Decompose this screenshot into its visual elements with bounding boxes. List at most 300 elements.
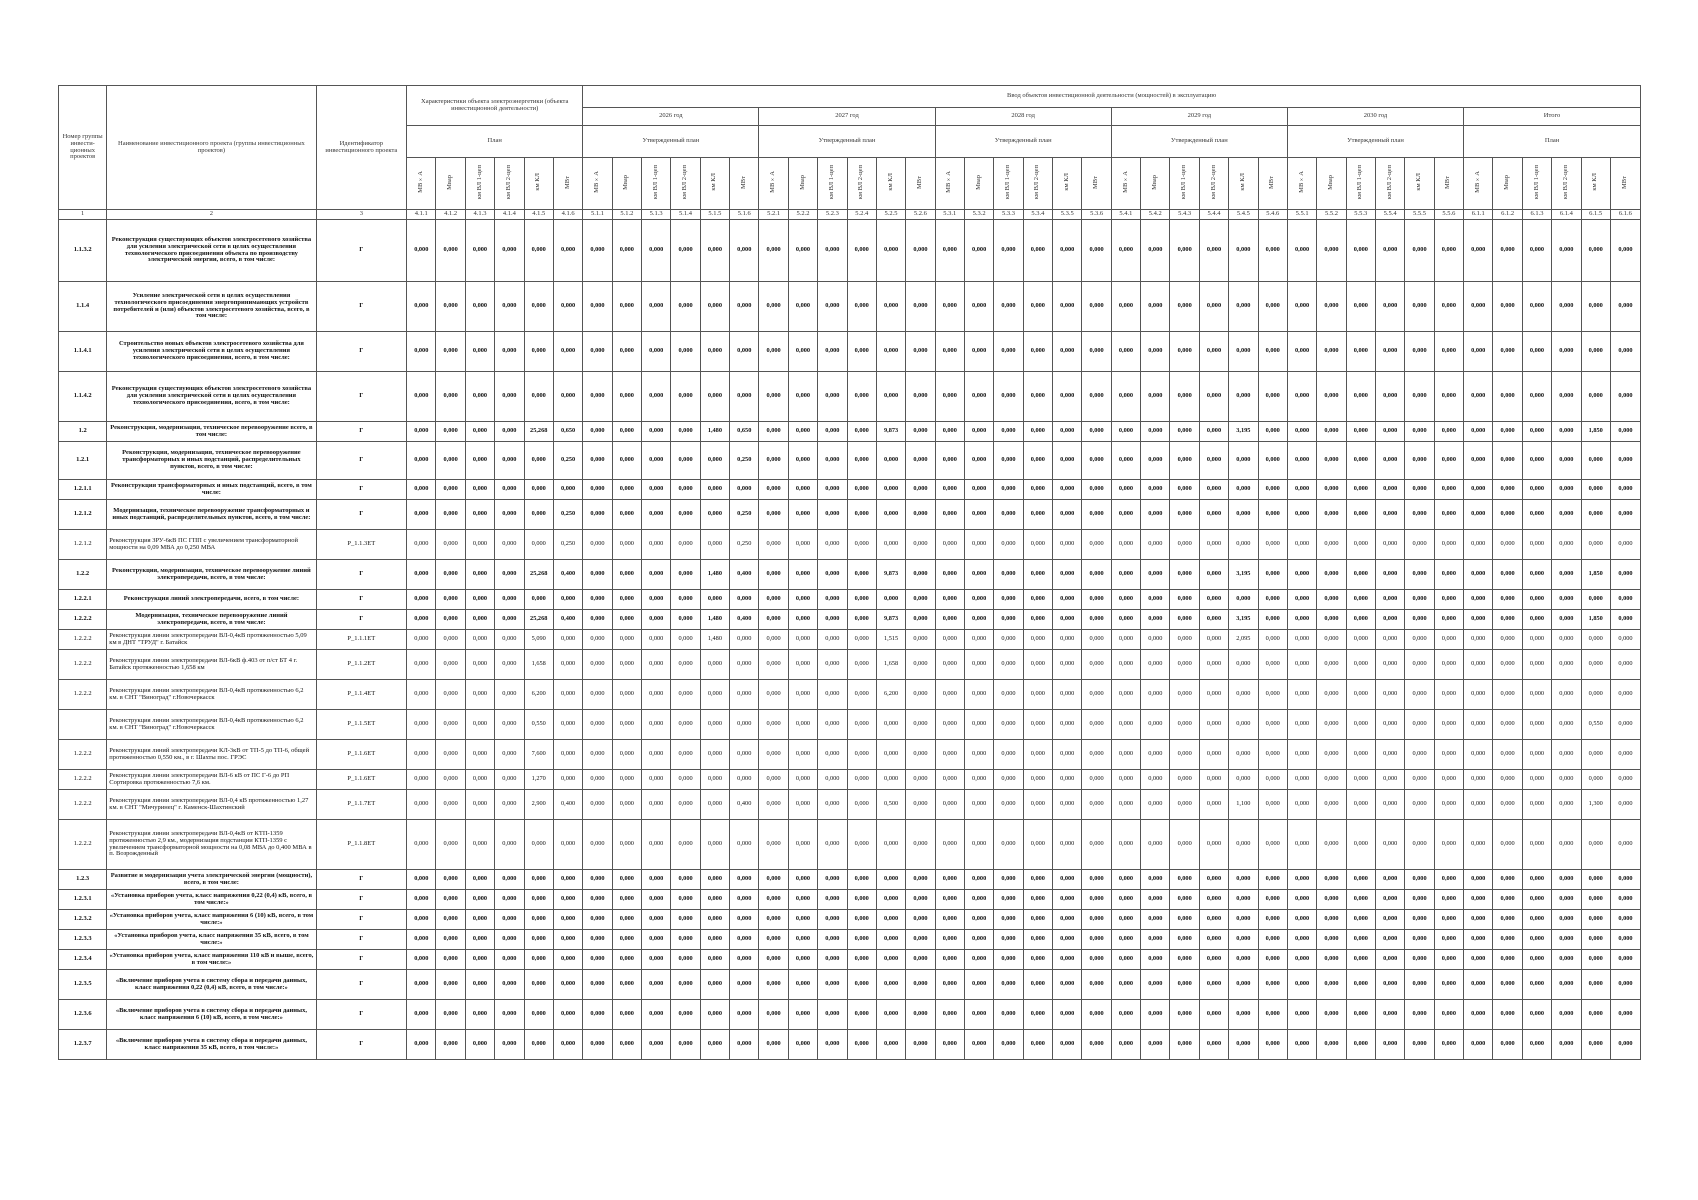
header-unit-label: Мвар xyxy=(1150,174,1158,190)
value-cell: 0,000 xyxy=(642,650,671,680)
row-number: 1.2.2 xyxy=(59,560,107,590)
value-cell: 0,000 xyxy=(1199,930,1228,950)
value-cell: 0,000 xyxy=(964,870,993,890)
header-unit-label: МВт xyxy=(739,175,747,189)
value-cell: 0,000 xyxy=(1552,590,1581,610)
header-unit-label: МВ×А xyxy=(769,171,777,193)
value-cell: 0,000 xyxy=(1082,910,1111,930)
value-cell: 0,000 xyxy=(964,500,993,530)
value-cell: 0,000 xyxy=(1199,220,1228,282)
value-cell: 0,000 xyxy=(612,790,641,820)
value-cell: 0,000 xyxy=(1346,1000,1375,1030)
value-cell: 0,000 xyxy=(1464,422,1493,442)
header-commissioning: Ввод объектов инвестиционной деятельности (мощностей) в эксплуатацию xyxy=(583,86,1641,108)
value-cell: 0,000 xyxy=(1375,1030,1404,1060)
header-approved-plan: Утвержденный план xyxy=(583,126,759,158)
value-cell: 0,000 xyxy=(1464,930,1493,950)
header-unit xyxy=(495,158,524,210)
value-cell: 0,000 xyxy=(759,372,788,422)
header-unit xyxy=(524,158,553,210)
value-cell: 0,000 xyxy=(730,650,759,680)
value-cell: 0,000 xyxy=(1405,1000,1434,1030)
value-cell: 0,000 xyxy=(1023,590,1052,610)
column-number: 5.2.5 xyxy=(876,210,905,220)
header-unit-label: км КЛ xyxy=(1062,173,1070,191)
value-cell: 0,000 xyxy=(788,790,817,820)
table-row xyxy=(59,650,1641,680)
value-cell: 0,000 xyxy=(1287,820,1316,870)
value-cell: 0,000 xyxy=(1610,610,1640,630)
value-cell: 25,268 xyxy=(524,560,553,590)
value-cell: 0,000 xyxy=(1170,1000,1199,1030)
value-cell: 0,000 xyxy=(612,480,641,500)
value-cell: 0,000 xyxy=(436,680,465,710)
value-cell: 0,000 xyxy=(1375,422,1404,442)
value-cell: 0,000 xyxy=(436,1000,465,1030)
value-cell: 0,000 xyxy=(1170,910,1199,930)
value-cell: 0,000 xyxy=(1141,530,1170,560)
value-cell: 0,000 xyxy=(612,442,641,480)
value-cell: 0,000 xyxy=(642,1030,671,1060)
value-cell: 0,000 xyxy=(759,870,788,890)
header-approved-plan: Утвержденный план xyxy=(1111,126,1287,158)
header-unit-label: МВ×А xyxy=(1473,171,1481,193)
value-cell: 0,000 xyxy=(788,590,817,610)
column-number: 5.5.4 xyxy=(1375,210,1404,220)
value-cell: 0,000 xyxy=(1464,870,1493,890)
value-cell: 0,000 xyxy=(407,282,436,332)
value-cell: 0,000 xyxy=(583,560,612,590)
value-cell: 0,000 xyxy=(1405,282,1434,332)
value-cell: 0,000 xyxy=(612,740,641,770)
value-cell: 0,000 xyxy=(935,610,964,630)
value-cell: 0,000 xyxy=(759,970,788,1000)
value-cell: 0,000 xyxy=(1317,930,1346,950)
value-cell: 25,268 xyxy=(524,610,553,630)
value-cell: 0,000 xyxy=(1522,890,1551,910)
value-cell: 0,000 xyxy=(436,590,465,610)
value-cell: 0,000 xyxy=(964,630,993,650)
value-cell: 0,000 xyxy=(1464,500,1493,530)
value-cell: 0,000 xyxy=(1170,820,1199,870)
header-unit-label: Мвар xyxy=(798,174,806,190)
value-cell: 0,000 xyxy=(935,770,964,790)
value-cell: 0,000 xyxy=(964,332,993,372)
value-cell: 0,000 xyxy=(847,1030,876,1060)
value-cell: 0,400 xyxy=(730,560,759,590)
value-cell: 0,000 xyxy=(671,372,700,422)
value-cell: 0,000 xyxy=(1023,970,1052,1000)
value-cell: 0,000 xyxy=(964,560,993,590)
value-cell: 0,000 xyxy=(436,930,465,950)
value-cell: 0,000 xyxy=(935,332,964,372)
value-cell: 0,000 xyxy=(935,740,964,770)
value-cell: 0,000 xyxy=(1610,630,1640,650)
value-cell: 0,000 xyxy=(730,740,759,770)
value-cell: 0,000 xyxy=(1199,590,1228,610)
value-cell: 0,000 xyxy=(671,650,700,680)
value-cell: 0,000 xyxy=(1082,332,1111,372)
value-cell: 0,000 xyxy=(1552,220,1581,282)
value-cell: 0,000 xyxy=(642,770,671,790)
value-cell: 0,000 xyxy=(994,740,1023,770)
header-unit xyxy=(1023,158,1052,210)
value-cell: 9,873 xyxy=(876,422,905,442)
value-cell: 0,000 xyxy=(1258,442,1287,480)
value-cell: 0,000 xyxy=(642,820,671,870)
value-cell: 0,000 xyxy=(1170,870,1199,890)
value-cell: 0,000 xyxy=(964,930,993,950)
value-cell: 0,000 xyxy=(1082,820,1111,870)
value-cell: 0,000 xyxy=(1170,530,1199,560)
value-cell: 0,000 xyxy=(906,480,935,500)
value-cell: 0,000 xyxy=(407,710,436,740)
value-cell: 0,000 xyxy=(1375,820,1404,870)
value-cell: 0,000 xyxy=(730,220,759,282)
value-cell: 0,000 xyxy=(1464,710,1493,740)
value-cell: 0,000 xyxy=(1610,372,1640,422)
value-cell: 0,000 xyxy=(436,282,465,332)
value-cell: 0,000 xyxy=(1552,820,1581,870)
project-name: Строительство новых объектов электросетевого хозяйства для усиления электрической сети в целях осуществления технологического присоединения, всего, в том числе: xyxy=(107,332,316,372)
value-cell: 0,000 xyxy=(553,950,582,970)
value-cell: 0,000 xyxy=(964,590,993,610)
value-cell: 0,000 xyxy=(1053,220,1082,282)
value-cell: 0,000 xyxy=(1610,422,1640,442)
value-cell: 0,000 xyxy=(1581,1030,1610,1060)
value-cell: 0,000 xyxy=(935,790,964,820)
header-unit-label: Мвар xyxy=(1327,174,1335,190)
value-cell: 0,000 xyxy=(1141,970,1170,1000)
table-row xyxy=(59,530,1641,560)
value-cell: 0,000 xyxy=(818,1030,847,1060)
value-cell: 0,000 xyxy=(1552,1030,1581,1060)
value-cell: 0,000 xyxy=(847,910,876,930)
value-cell: 0,000 xyxy=(1287,770,1316,790)
header-unit-label: МВт xyxy=(1268,175,1276,189)
value-cell: 0,000 xyxy=(1141,480,1170,500)
value-cell: 0,000 xyxy=(553,590,582,610)
value-cell: 0,000 xyxy=(671,710,700,740)
value-cell: 0,000 xyxy=(642,790,671,820)
value-cell: 0,000 xyxy=(1493,530,1522,560)
value-cell: 0,000 xyxy=(876,282,905,332)
value-cell: 0,000 xyxy=(818,372,847,422)
value-cell: 9,873 xyxy=(876,610,905,630)
value-cell: 0,000 xyxy=(1023,740,1052,770)
header-unit xyxy=(407,158,436,210)
value-cell: 0,000 xyxy=(700,1030,729,1060)
value-cell: 0,000 xyxy=(1493,630,1522,650)
value-cell: 0,250 xyxy=(553,500,582,530)
value-cell: 0,000 xyxy=(553,1030,582,1060)
value-cell: 0,000 xyxy=(876,1000,905,1030)
value-cell: 0,000 xyxy=(465,770,494,790)
value-cell: 0,000 xyxy=(759,790,788,820)
project-identifier: P_1.1.2ЕТ xyxy=(316,650,407,680)
value-cell: 0,000 xyxy=(1258,910,1287,930)
value-cell: 0,000 xyxy=(553,970,582,1000)
column-number: 5.1.5 xyxy=(700,210,729,220)
value-cell: 0,000 xyxy=(935,910,964,930)
value-cell: 0,000 xyxy=(1053,480,1082,500)
value-cell: 0,000 xyxy=(1610,770,1640,790)
value-cell: 0,000 xyxy=(1258,220,1287,282)
value-cell: 0,000 xyxy=(436,790,465,820)
value-cell: 0,000 xyxy=(1375,770,1404,790)
value-cell: 0,000 xyxy=(436,910,465,930)
value-cell: 0,000 xyxy=(583,1030,612,1060)
value-cell: 0,000 xyxy=(1375,282,1404,332)
value-cell: 0,000 xyxy=(583,530,612,560)
value-cell: 0,000 xyxy=(1317,590,1346,610)
value-cell: 0,000 xyxy=(1464,740,1493,770)
value-cell: 0,000 xyxy=(730,332,759,372)
value-cell: 0,000 xyxy=(1552,890,1581,910)
value-cell: 0,000 xyxy=(583,680,612,710)
value-cell: 0,000 xyxy=(1141,630,1170,650)
value-cell: 0,000 xyxy=(1111,500,1140,530)
column-number: 4.1.2 xyxy=(436,210,465,220)
value-cell: 0,000 xyxy=(700,970,729,1000)
header-unit-label: км ВЛ 1-цеп xyxy=(1180,164,1188,200)
value-cell: 0,000 xyxy=(1082,500,1111,530)
value-cell: 0,000 xyxy=(1287,590,1316,610)
value-cell: 0,000 xyxy=(1405,740,1434,770)
header-unit xyxy=(1375,158,1404,210)
value-cell: 0,000 xyxy=(1464,950,1493,970)
value-cell: 0,000 xyxy=(847,820,876,870)
value-cell: 0,000 xyxy=(906,970,935,1000)
value-cell: 0,000 xyxy=(1170,422,1199,442)
row-number: 1.2.3.5 xyxy=(59,970,107,1000)
value-cell: 0,000 xyxy=(407,820,436,870)
value-cell: 0,000 xyxy=(1229,480,1258,500)
value-cell: 0,000 xyxy=(1023,630,1052,650)
value-cell: 0,000 xyxy=(847,970,876,1000)
value-cell: 0,000 xyxy=(465,630,494,650)
value-cell: 0,000 xyxy=(553,930,582,950)
value-cell: 0,000 xyxy=(1287,870,1316,890)
value-cell: 0,000 xyxy=(1610,890,1640,910)
value-cell: 0,000 xyxy=(788,890,817,910)
value-cell: 0,000 xyxy=(1552,970,1581,1000)
value-cell: 0,000 xyxy=(524,890,553,910)
value-cell: 0,000 xyxy=(1199,820,1228,870)
value-cell: 0,000 xyxy=(1317,442,1346,480)
value-cell: 0,000 xyxy=(1170,790,1199,820)
value-cell: 0,000 xyxy=(1023,650,1052,680)
value-cell: 1,480 xyxy=(700,630,729,650)
project-identifier: P_1.1.8ЕТ xyxy=(316,820,407,870)
column-number: 5.4.3 xyxy=(1170,210,1199,220)
value-cell: 0,000 xyxy=(524,332,553,372)
header-unit-label: км КЛ xyxy=(1591,173,1599,191)
header-year: 2028 год xyxy=(935,108,1111,126)
value-cell: 0,000 xyxy=(1258,950,1287,970)
header-unit xyxy=(642,158,671,210)
project-identifier: Г xyxy=(316,560,407,590)
column-number: 5.3.1 xyxy=(935,210,964,220)
table-row xyxy=(59,680,1641,710)
value-cell: 0,000 xyxy=(1434,930,1463,950)
value-cell: 0,000 xyxy=(1170,630,1199,650)
value-cell: 0,000 xyxy=(1023,372,1052,422)
value-cell: 0,000 xyxy=(1258,422,1287,442)
value-cell: 0,000 xyxy=(1405,422,1434,442)
value-cell: 0,000 xyxy=(642,870,671,890)
value-cell: 0,000 xyxy=(847,710,876,740)
value-cell: 0,000 xyxy=(1199,870,1228,890)
value-cell: 0,000 xyxy=(1053,710,1082,740)
value-cell: 0,000 xyxy=(906,590,935,610)
value-cell: 0,000 xyxy=(759,1030,788,1060)
value-cell: 0,000 xyxy=(847,610,876,630)
value-cell: 1,480 xyxy=(700,610,729,630)
value-cell: 0,000 xyxy=(906,332,935,372)
value-cell: 0,000 xyxy=(759,442,788,480)
value-cell: 0,000 xyxy=(759,610,788,630)
value-cell: 0,000 xyxy=(1434,630,1463,650)
value-cell: 0,000 xyxy=(1229,820,1258,870)
row-number: 1.2.3.4 xyxy=(59,950,107,970)
value-cell: 0,000 xyxy=(994,870,1023,890)
value-cell: 0,000 xyxy=(994,910,1023,930)
value-cell: 0,000 xyxy=(1229,530,1258,560)
value-cell: 0,000 xyxy=(1493,820,1522,870)
value-cell: 0,000 xyxy=(465,442,494,480)
value-cell: 0,250 xyxy=(553,530,582,560)
column-number: 5.3.6 xyxy=(1082,210,1111,220)
value-cell: 0,000 xyxy=(1229,770,1258,790)
column-number: 5.2.4 xyxy=(847,210,876,220)
value-cell: 0,000 xyxy=(642,890,671,910)
project-identifier: P_1.1.7ЕТ xyxy=(316,790,407,820)
project-identifier: Г xyxy=(316,500,407,530)
project-identifier: Г xyxy=(316,870,407,890)
value-cell: 0,000 xyxy=(465,890,494,910)
value-cell: 0,000 xyxy=(407,220,436,282)
value-cell: 0,000 xyxy=(1199,630,1228,650)
value-cell: 0,000 xyxy=(1258,610,1287,630)
value-cell: 0,000 xyxy=(1346,590,1375,610)
header-unit-label: км ВЛ 1-цеп xyxy=(1356,164,1364,200)
value-cell: 0,000 xyxy=(818,930,847,950)
value-cell: 0,000 xyxy=(1053,1030,1082,1060)
value-cell: 0,000 xyxy=(906,790,935,820)
project-name: Реконструкция, модернизация, техническое перевооружение трансформаторных и иных подстанций, распределительных пунктов, всего, в том числе: xyxy=(107,442,316,480)
value-cell: 0,000 xyxy=(788,282,817,332)
value-cell: 0,000 xyxy=(906,630,935,650)
value-cell: 0,000 xyxy=(847,560,876,590)
value-cell: 0,000 xyxy=(964,610,993,630)
value-cell: 0,000 xyxy=(1405,790,1434,820)
value-cell: 0,000 xyxy=(495,630,524,650)
value-cell: 0,000 xyxy=(1522,332,1551,372)
value-cell: 0,000 xyxy=(1229,500,1258,530)
value-cell: 0,000 xyxy=(1610,790,1640,820)
value-cell: 0,000 xyxy=(465,870,494,890)
value-cell: 0,000 xyxy=(1346,282,1375,332)
value-cell: 0,000 xyxy=(964,680,993,710)
value-cell: 0,000 xyxy=(642,560,671,590)
value-cell: 0,000 xyxy=(1522,950,1551,970)
value-cell: 0,000 xyxy=(407,910,436,930)
value-cell: 0,000 xyxy=(1375,610,1404,630)
project-name: Реконструкция ЗРУ-6кВ ПС ГПП с увеличением трансформаторной мощности на 0,09 МВА до 0,250 МВА xyxy=(107,530,316,560)
column-number: 4.1.1 xyxy=(407,210,436,220)
value-cell: 0,000 xyxy=(583,590,612,610)
value-cell: 0,000 xyxy=(671,740,700,770)
value-cell: 0,000 xyxy=(1522,970,1551,1000)
value-cell: 0,000 xyxy=(407,610,436,630)
value-cell: 0,000 xyxy=(994,442,1023,480)
value-cell: 0,000 xyxy=(1199,422,1228,442)
value-cell: 0,000 xyxy=(407,970,436,1000)
value-cell: 0,000 xyxy=(1023,442,1052,480)
value-cell: 0,000 xyxy=(1346,530,1375,560)
value-cell: 0,000 xyxy=(1141,870,1170,890)
column-number: 5.5.3 xyxy=(1346,210,1375,220)
value-cell: 0,000 xyxy=(788,372,817,422)
header-unit-label: км ВЛ 1-цеп xyxy=(651,164,659,200)
value-cell: 0,000 xyxy=(1493,1030,1522,1060)
header-unit-label: МВт xyxy=(1621,175,1629,189)
value-cell: 0,000 xyxy=(1229,332,1258,372)
value-cell: 0,000 xyxy=(1053,610,1082,630)
value-cell: 0,000 xyxy=(407,630,436,650)
value-cell: 0,000 xyxy=(759,590,788,610)
value-cell: 0,000 xyxy=(465,560,494,590)
row-number: 1.2.2.2 xyxy=(59,680,107,710)
header-year: 2026 год xyxy=(583,108,759,126)
value-cell: 0,000 xyxy=(1552,680,1581,710)
value-cell: 0,000 xyxy=(583,480,612,500)
value-cell: 0,000 xyxy=(1229,950,1258,970)
value-cell: 0,000 xyxy=(524,372,553,422)
header-unit-label: км ВЛ 2-цеп xyxy=(1561,164,1569,200)
header-unit xyxy=(671,158,700,210)
value-cell: 0,000 xyxy=(553,630,582,650)
column-number: 4.1.6 xyxy=(553,210,582,220)
value-cell: 0,000 xyxy=(906,820,935,870)
column-number: 6.1.3 xyxy=(1522,210,1551,220)
value-cell: 0,000 xyxy=(1317,710,1346,740)
value-cell: 0,000 xyxy=(1552,710,1581,740)
value-cell: 0,000 xyxy=(1522,680,1551,710)
row-number: 1.2.2.2 xyxy=(59,790,107,820)
value-cell: 0,000 xyxy=(495,372,524,422)
value-cell: 0,000 xyxy=(1170,442,1199,480)
value-cell: 0,000 xyxy=(1375,1000,1404,1030)
value-cell: 0,000 xyxy=(759,820,788,870)
value-cell: 0,000 xyxy=(1434,422,1463,442)
value-cell: 1,658 xyxy=(876,650,905,680)
row-number: 1.2.3 xyxy=(59,870,107,890)
value-cell: 0,000 xyxy=(1229,590,1258,610)
value-cell: 0,000 xyxy=(1258,770,1287,790)
row-number: 1.1.4.2 xyxy=(59,372,107,422)
value-cell: 0,000 xyxy=(1610,1030,1640,1060)
table-row xyxy=(59,910,1641,930)
value-cell: 0,000 xyxy=(1287,610,1316,630)
value-cell: 0,000 xyxy=(1346,870,1375,890)
value-cell: 0,000 xyxy=(524,590,553,610)
value-cell: 0,000 xyxy=(1405,710,1434,740)
value-cell: 0,000 xyxy=(1375,650,1404,680)
value-cell: 0,000 xyxy=(1317,870,1346,890)
value-cell: 0,000 xyxy=(964,1000,993,1030)
